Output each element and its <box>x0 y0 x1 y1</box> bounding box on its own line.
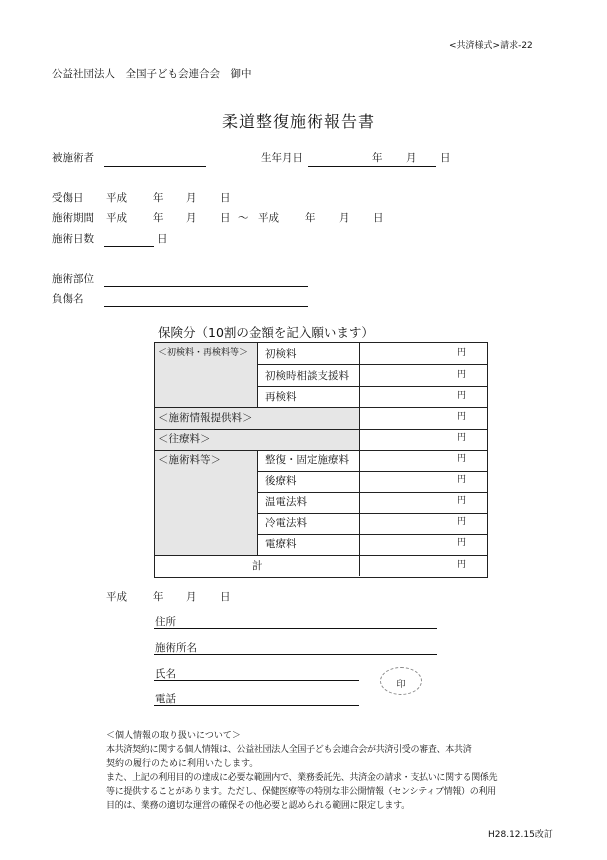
fee-label-initial: 初検料 <box>265 348 297 360</box>
yen-unit[interactable]: 円 <box>457 391 467 401</box>
divider <box>155 555 487 556</box>
seal-label: 印 <box>396 680 406 690</box>
period-start-day: 日 <box>220 212 231 224</box>
yen-unit[interactable]: 円 <box>457 370 467 380</box>
house-call-label: ＜往療料＞ <box>158 433 211 445</box>
birth-date-field[interactable] <box>308 166 436 167</box>
seal-mark <box>380 667 422 695</box>
period-end-era: 平成 <box>258 212 279 224</box>
privacy-heading: ＜個人情報の取り扱いについて＞ <box>106 731 241 741</box>
yen-unit[interactable]: 円 <box>457 538 467 548</box>
divider <box>257 492 487 493</box>
period-start-era: 平成 <box>106 212 127 224</box>
divider <box>257 513 487 514</box>
yen-unit[interactable]: 円 <box>457 412 467 422</box>
divider <box>257 364 487 365</box>
privacy-line: 目的は、業務の適切な運営の確保その他必要と認められる範囲に限定します。 <box>106 801 410 811</box>
clinic-label: 施術所名 <box>155 642 197 654</box>
birth-day-label: 日 <box>440 152 451 164</box>
fee-label-aftercare: 後療料 <box>265 475 297 487</box>
phone-field[interactable] <box>154 705 359 706</box>
sign-year: 年 <box>153 591 164 603</box>
days-field[interactable] <box>104 246 154 247</box>
patient-name-field[interactable] <box>104 166 206 167</box>
yen-unit[interactable]: 円 <box>457 475 467 485</box>
days-unit: 日 <box>157 233 168 245</box>
sign-era: 平成 <box>106 591 127 603</box>
divider <box>155 450 487 451</box>
period-start-year: 年 <box>153 212 164 224</box>
privacy-line: また、上記の利用目的の達成に必要な範囲内で、業務委託先、共済金の請求・支払いに関する関係先 <box>106 773 498 783</box>
privacy-line: 契約の履行のために利用いたします。 <box>106 759 259 769</box>
address-label: 住所 <box>155 616 176 628</box>
reception-year: 年 <box>153 192 164 204</box>
fee-table <box>154 342 488 578</box>
reception-era: 平成 <box>106 192 127 204</box>
period-end-year: 年 <box>305 212 316 224</box>
revision-note: H28.12.15改訂 <box>488 830 553 840</box>
birth-year-label: 年 <box>372 152 383 164</box>
divider <box>257 386 487 387</box>
birth-month-label: 月 <box>406 152 417 164</box>
phone-label: 電話 <box>155 693 176 705</box>
name-label: 氏名 <box>155 668 176 680</box>
table-heading: 保険分（10割の金額を記入願います） <box>158 325 374 340</box>
yen-unit[interactable]: 円 <box>457 496 467 506</box>
sign-day: 日 <box>220 591 231 603</box>
initial-group-label: ＜初検料・再検料等＞ <box>158 348 249 358</box>
fee-label-warm: 温電法料 <box>265 496 307 508</box>
fee-label-consult: 初検時相談支援料 <box>265 370 349 382</box>
injury-label: 負傷名 <box>52 293 84 305</box>
privacy-line: 等に提供することがあります。ただし、保健医療等の特別な非公開情報（センシティブ情報）の利用 <box>106 787 496 797</box>
form-code: <共済様式>請求-22 <box>449 41 533 51</box>
fee-label-electro: 電療料 <box>265 538 297 550</box>
page-title: 柔道整復施術報告書 <box>222 112 376 131</box>
divider <box>155 429 487 430</box>
address-field[interactable] <box>154 628 437 629</box>
divider <box>155 407 487 408</box>
fee-label-reexam: 再検料 <box>265 391 297 403</box>
birth-label: 生年月日 <box>261 152 303 164</box>
period-label: 施術期間 <box>52 212 94 224</box>
yen-unit-total[interactable]: 円 <box>457 560 467 570</box>
info-fee-label: ＜施術情報提供料＞ <box>158 412 253 424</box>
total-label: 計 <box>252 560 263 572</box>
yen-unit[interactable]: 円 <box>457 433 467 443</box>
name-field[interactable] <box>154 680 359 681</box>
divider <box>359 343 360 576</box>
sign-month: 月 <box>186 591 197 603</box>
fee-label-reduction: 整復・固定施療料 <box>265 454 349 466</box>
days-label: 施術日数 <box>52 233 94 245</box>
patient-label: 被施術者 <box>52 152 94 164</box>
divider <box>257 471 487 472</box>
injury-field[interactable] <box>104 306 308 307</box>
site-field[interactable] <box>104 286 308 287</box>
period-end-month: 月 <box>339 212 350 224</box>
yen-unit[interactable]: 円 <box>457 348 467 358</box>
period-end-day: 日 <box>373 212 384 224</box>
site-label: 施術部位 <box>52 273 94 285</box>
divider <box>257 343 258 407</box>
divider <box>257 450 258 555</box>
reception-label: 受傷日 <box>52 192 84 204</box>
reception-month: 月 <box>186 192 197 204</box>
divider <box>257 534 487 535</box>
period-tilde: ～ <box>238 212 249 224</box>
treatment-group-label: ＜施術料等＞ <box>158 454 221 466</box>
yen-unit[interactable]: 円 <box>457 517 467 527</box>
clinic-field[interactable] <box>154 654 437 655</box>
reception-day: 日 <box>220 192 231 204</box>
addressee: 公益社団法人 全国子ども会連合会 御中 <box>52 68 252 80</box>
period-start-month: 月 <box>186 212 197 224</box>
yen-unit[interactable]: 円 <box>457 454 467 464</box>
fee-label-cold: 冷電法料 <box>265 517 307 529</box>
privacy-line: 本共済契約に関する個人情報は、公益社団法人全国子ども会連合会が共済引受の審査、本共済 <box>106 745 472 755</box>
